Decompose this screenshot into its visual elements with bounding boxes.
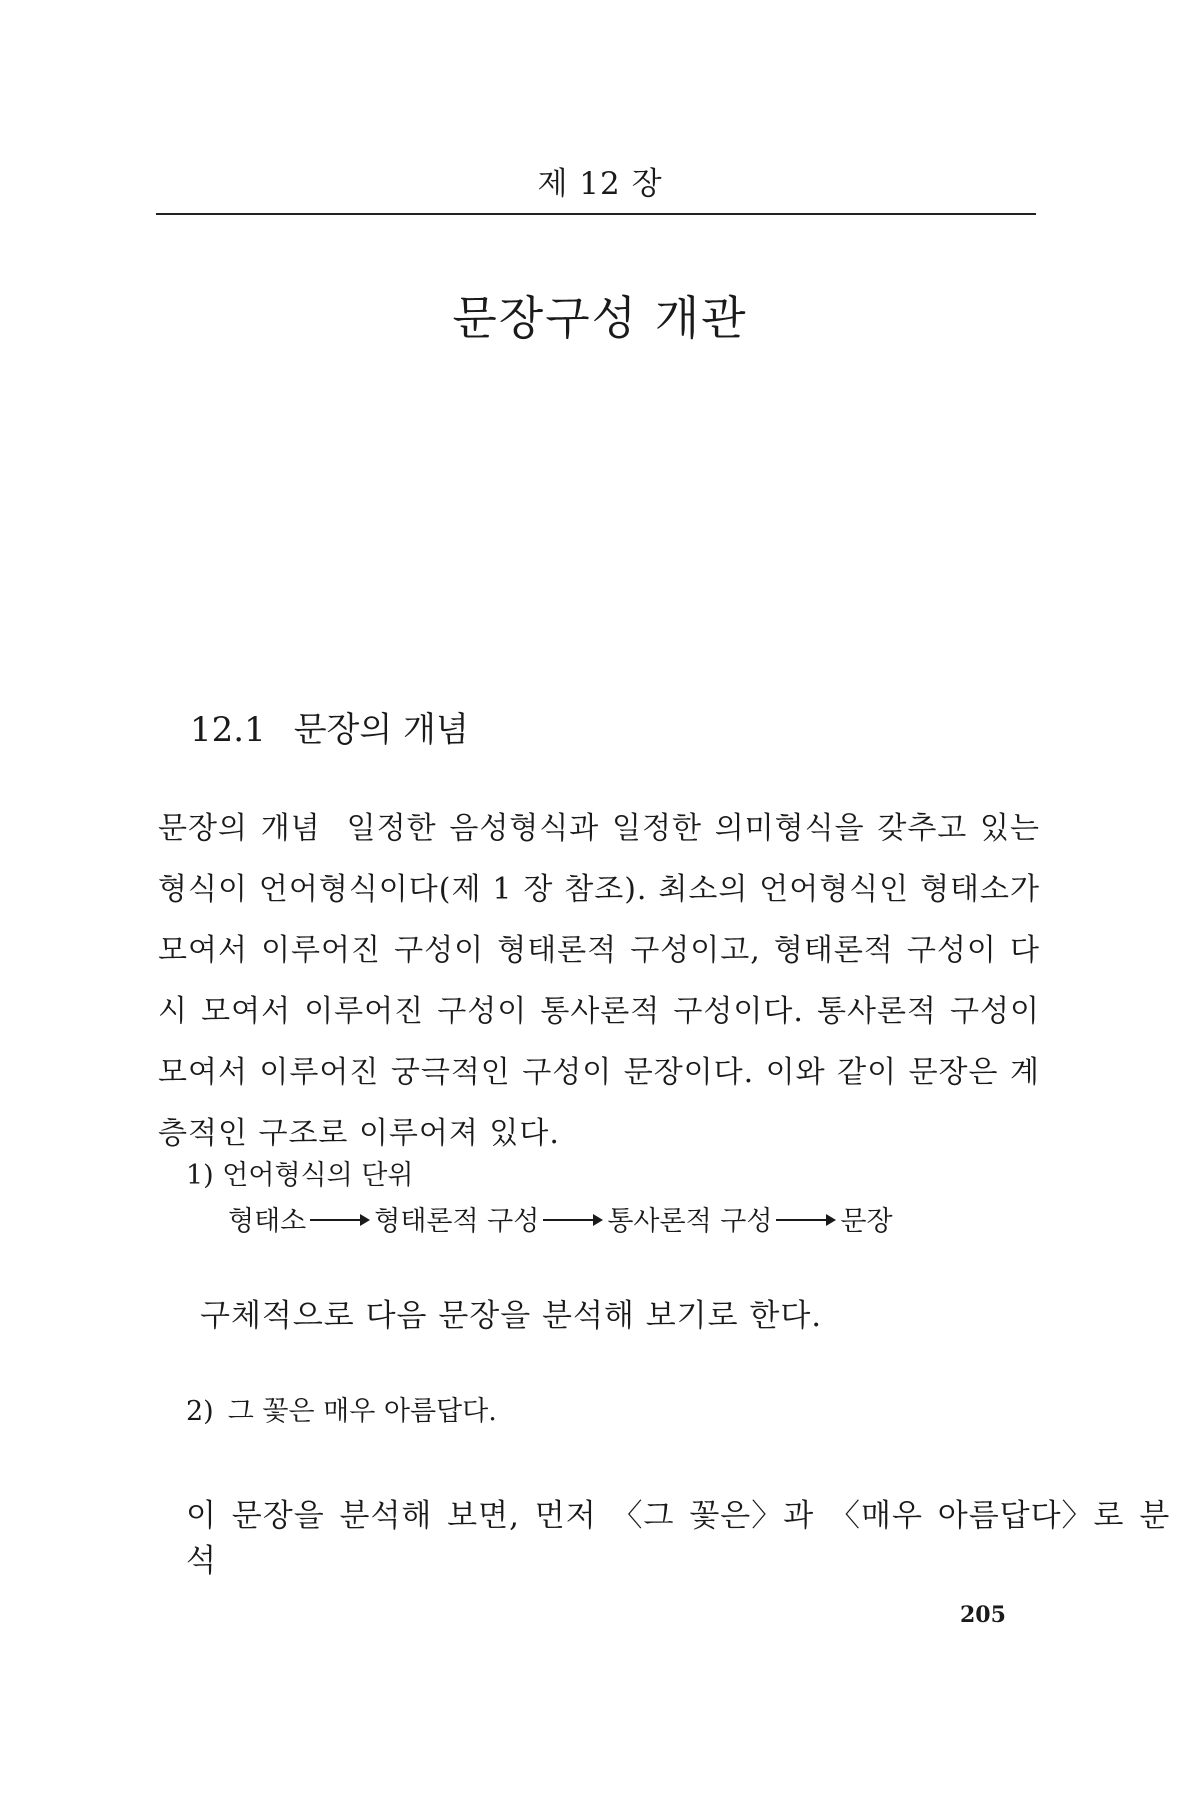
unit-syntactic-construction: 통사론적 구성	[607, 1206, 773, 1237]
unit-morphological-construction: 형태론적 구성	[374, 1206, 540, 1237]
chapter-divider	[156, 213, 1036, 215]
unit-hierarchy-chain	[228, 1199, 893, 1238]
example-1-label: 1) 언어형식의 단위	[186, 1160, 414, 1191]
arrow-right-icon	[543, 1212, 603, 1226]
paragraph-lead: 문장의 개념	[158, 811, 321, 846]
body-last-line: 이 문장을 분석해 보면, 먼저 〈그 꽃은〉과 〈매우 아름답다〉로 분석	[186, 1498, 1171, 1579]
section-heading	[190, 702, 469, 751]
page-number: 205	[960, 1602, 1006, 1628]
unit-sentence: 문장	[840, 1206, 893, 1237]
unit-morpheme: 형태소	[228, 1206, 307, 1237]
paragraph-text: 일정한 음성형식과 일정한 의미형식을 갖추고 있는 형식이 언어형식이다(제 1 장 참조). 최소의 언어형식인 형태소가 모여서 이루어진 구성이 형태론적 구성이고, 형태론적 구성이 다시 모여서 이루어진 구성이 통사론적 구성이다. 통사론적 구성이 모여서 이루어진 궁극적인 구성이 문장이다. 이와 같이 문장은 계층적인 구조로 이루어져 있다.	[158, 811, 1040, 1151]
section-title: 문장의 개념	[293, 710, 469, 750]
arrow-right-icon	[310, 1212, 370, 1226]
body-paragraph	[158, 798, 1040, 1164]
example-2-number: 2)	[186, 1396, 214, 1427]
body-sentence: 구체적으로 다음 문장을 분석해 보기로 한다.	[200, 1298, 823, 1334]
arrow-right-icon	[776, 1212, 836, 1226]
section-number: 12.1	[190, 710, 266, 750]
chapter-title: 문장구성 개관	[452, 291, 748, 345]
example-2-text: 그 꽃은 매우 아름답다.	[227, 1396, 497, 1427]
example-2	[186, 1389, 497, 1428]
chapter-label: 제 12 장	[537, 166, 663, 202]
